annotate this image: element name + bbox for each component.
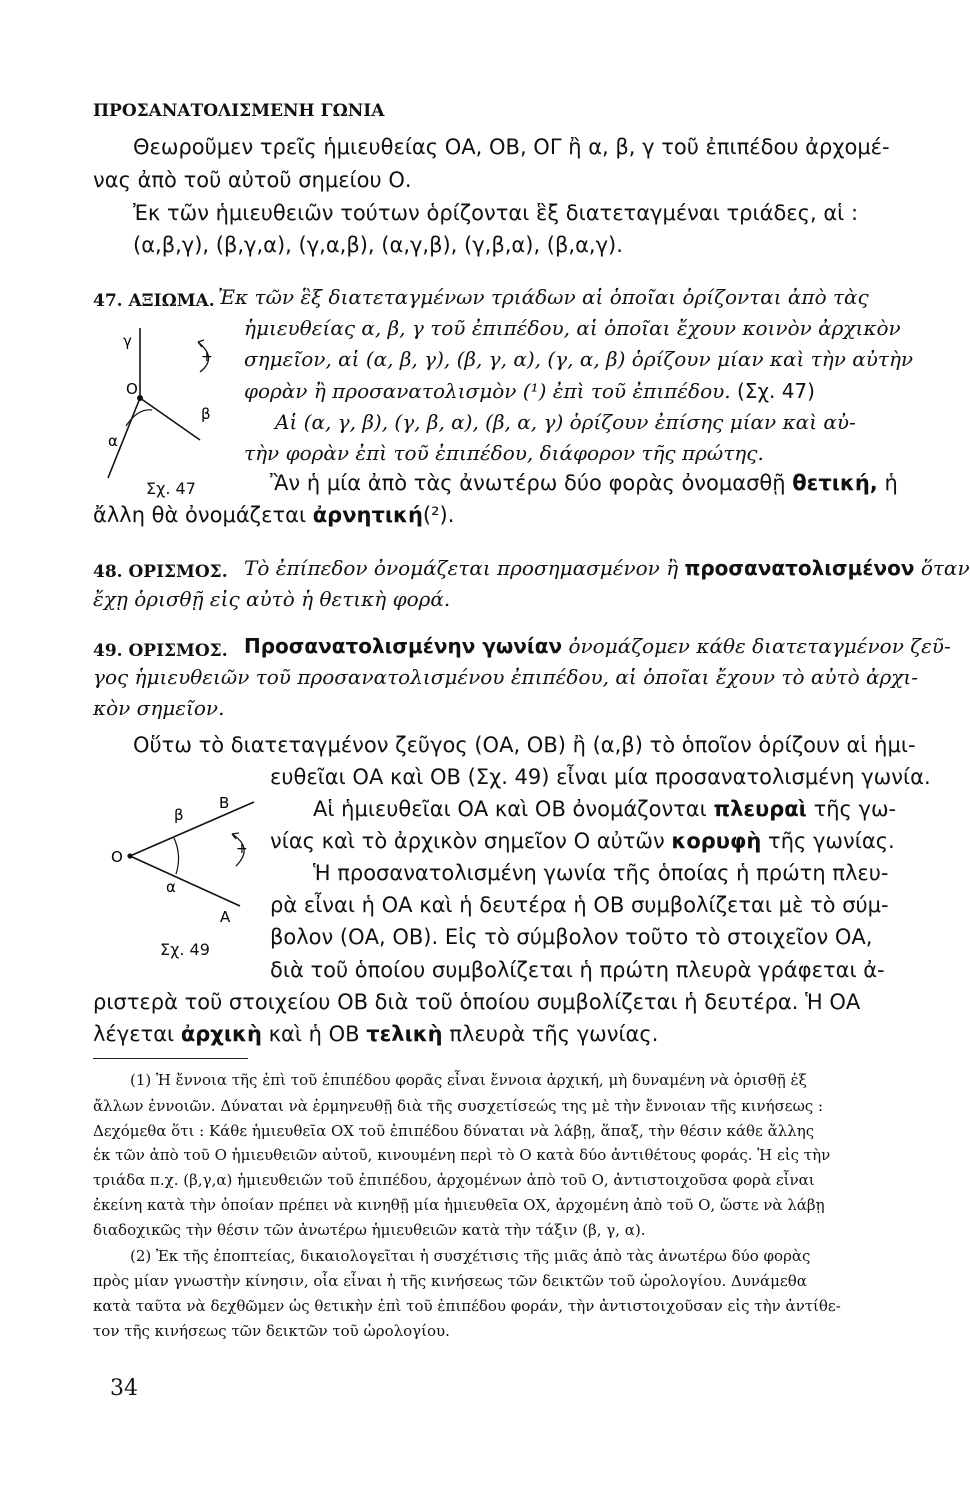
axiom-47-line-1: Ἐκ τῶν ἓξ διατεταγμένων τριάδων αἱ ὁποῖαι ὁρίζονται ἀπὸ τὰς — [218, 285, 869, 309]
body-line-3 — [313, 797, 896, 821]
axiom-47-line-3: σημεῖον, αἱ (α, β, γ), (β, γ, α), (γ, α, β) ὁρίζουν μίαν καὶ τὴν αὐτὴν — [244, 347, 914, 371]
body-line-8: διὰ τοῦ ὁποίου συμβολίζεται ἡ πρώτη πλευρὰ γράφεται ἀ- — [270, 958, 885, 982]
footnote-2-line-2: πρὸς μίαν γνωστὴν κίνησιν, οἷα εἶναι ἡ τῆς κινήσεως τῶν δεικτῶν τοῦ ὡρολογίου. Δυνάμεθα — [93, 1272, 807, 1290]
def-49-line-1 — [244, 634, 951, 658]
label-b-upper: B — [219, 794, 230, 812]
def-48-line-1-end: ὅταν — [920, 556, 970, 580]
axiom-47-figure-ref: (Σχ. 47) — [737, 379, 815, 403]
body-line-7: βολον (ΟΑ, ΟΒ). Εἰς τὸ σύμβολον τοῦτο τὸ στοιχεῖον ΟΑ, — [270, 925, 873, 949]
footnote-1-line-3: Δεχόμεθα ὅτι : Κάθε ἡμιευθεῖα ΟΧ τοῦ ἐπιπέδου δύναται νὰ λάβῃ, ἅπαξ, τὴν θέσιν κάθε ἄλλης — [93, 1122, 815, 1140]
footnote-1-line-1: (1) Ἡ ἔννοια τῆς ἐπὶ τοῦ ἐπιπέδου φορᾶς εἶναι ἔννοια ἀρχική, μὴ δυναμένη νὰ ὁρισθῇ ἐξ — [130, 1071, 807, 1089]
label-alpha: α — [108, 432, 118, 450]
def-48-line-1 — [244, 556, 970, 580]
angle-arc — [174, 838, 179, 874]
footnote-2-line-1: (2) Ἐκ τῆς ἐποπτείας, δικαιολογεῖται ἡ συσχέτισις τῆς μιᾶς ἀπὸ τὰς ἀνωτέρω δύο φορὰς — [130, 1247, 811, 1265]
body-line-9: ριστερὰ τοῦ στοιχείου ΟΒ διὰ τοῦ ὁποίου συμβολίζεται ἡ δευτέρα. Ἡ ΟΑ — [93, 990, 861, 1014]
intro-line-1: Θεωροῦμεν τρεῖς ἡμιευθείας ΟΑ, ΟΒ, ΟΓ ἢ α, β, γ τοῦ ἐπιπέδου ἀρχομέ- — [133, 135, 890, 159]
body-line-6: ρὰ εἶναι ἡ ΟΑ καὶ ἡ δευτέρα ἡ ΟΒ συμβολίζεται μὲ τὸ σύμ- — [270, 893, 889, 917]
footnote-1-line-5: τριάδα π.χ. (β,γ,α) ἡμιευθειῶν τοῦ ἐπιπέδου, ἀρχομένων ἀπὸ τοῦ Ο, ἀντιστοιχοῦσα φορὰ εἶναι — [93, 1171, 815, 1189]
axiom-47-line-6: τὴν φορὰν ἐπὶ τοῦ ἐπιπέδου, διάφορον τῆς πρώτης. — [244, 441, 764, 465]
term-sides: πλευραὶ — [713, 797, 807, 821]
plus-sign: + — [236, 841, 248, 857]
footnote-2-line-3: κατὰ ταῦτα νὰ δεχθῶμεν ὡς θετικὴν ἐπὶ τοῦ ἐπιπέδου φοράν, τὴν ἀντιστοιχοῦσαν εἰς τὴν ἀντίθε- — [93, 1297, 841, 1315]
page-number: 34 — [110, 1376, 138, 1401]
label-alpha: α — [166, 878, 176, 896]
def-49-line-3: κὸν σημεῖον. — [93, 696, 225, 720]
term-terminal: τελικὴ — [366, 1022, 443, 1046]
def-49-line-2: γος ἡμιευθειῶν τοῦ προσανατολισμένου ἐπιπέδου, αἱ ὁποῖαι ἔχουν τὸ αὐτὸ ἀρχι- — [93, 665, 918, 689]
label-o: O — [111, 848, 123, 866]
section-heading: ΠΡΟΣΑΝΑΤΟΛΙΣΜΕΝΗ ΓΩΝΙΑ — [93, 101, 385, 121]
body-line-3-end: τῆς γω- — [813, 797, 897, 821]
label-gamma: γ — [123, 332, 132, 350]
body-line-10-end: πλευρὰ τῆς γωνίας. — [449, 1022, 659, 1046]
axiom-47-line-2: ἡμιευθείας α, β, γ τοῦ ἐπιπέδου, αἱ ὁποῖαι ἔχουν κοινὸν ἀρχικὸν — [244, 316, 901, 340]
intro-line-4: (α,β,γ), (β,γ,α), (γ,α,β), (α,γ,β), (γ,β,α), (β,α,γ). — [133, 233, 623, 257]
axiom-47-line-5: Αἱ (α, γ, β), (γ, β, α), (β, α, γ) ὁρίζουν ἐπίσης μίαν καὶ αὐ- — [275, 410, 856, 434]
plus-sign: + — [201, 349, 213, 365]
axiom-47-footnote-ref-2: (²). — [422, 503, 455, 527]
ray-beta — [140, 398, 200, 440]
term-positive: θετική, — [792, 471, 878, 495]
term-vertex: κορυφὴ — [671, 829, 762, 853]
def-49-line-1-text: ὀνομάζομεν κάθε διατεταγμένον ζεῦ- — [568, 634, 951, 658]
body-line-10-text: λέγεται — [93, 1022, 175, 1046]
footnote-2-line-4: τον τῆς κινήσεως τῶν δεικτῶν τοῦ ὡρολογίου. — [93, 1322, 450, 1340]
intro-line-2: νας ἀπὸ τοῦ αὐτοῦ σημείου Ο. — [93, 168, 412, 192]
figure-49-caption: Σχ. 49 — [160, 940, 210, 959]
body-line-4 — [270, 829, 895, 853]
axiom-47-line-8-text: ἄλλη θὰ ὀνομάζεται — [93, 503, 307, 527]
def-48-line-2: ἔχῃ ὁρισθῇ εἰς αὐτὸ ἡ θετικὴ φορά. — [93, 587, 451, 611]
def-48-number: 48. ΟΡΙΣΜΟΣ. — [93, 562, 228, 582]
figure-47-caption: Σχ. 47 — [146, 479, 196, 498]
body-line-4-text: νίας καὶ τὸ ἀρχικὸν σημεῖον Ο αὐτῶν — [270, 829, 665, 853]
body-line-10-mid: καὶ ἡ ΟΒ — [268, 1022, 360, 1046]
label-beta: β — [174, 806, 184, 824]
axiom-47-line-4-text: φορὰν ἢ προσανατολισμὸν — [244, 379, 517, 403]
axiom-47-line-7-text: Ἂν ἡ μία ἀπὸ τὰς ἀνωτέρω δύο φορὰς ὀνομασθῇ — [270, 471, 786, 495]
axiom-47-footnote-ref-text: (¹) ἐπὶ τοῦ ἐπιπέδου. — [522, 379, 731, 403]
term-oriented-angle: Προσανατολισμένην γωνίαν — [244, 634, 563, 658]
vertex-o — [127, 853, 132, 858]
body-line-10 — [93, 1022, 658, 1046]
label-a-upper: A — [220, 908, 231, 926]
axiom-47-line-7-end: ἡ — [884, 471, 898, 495]
footnote-1-line-6: ἐκείνη κατὰ τὴν ὁποίαν πρέπει νὰ κινηθῇ μία ἡμιευθεῖα ΟΧ, ἀρχομένη ἀπὸ τοῦ Ο, ὥστε νὰ λάβῃ — [93, 1196, 825, 1214]
body-line-2: ευθεῖαι ΟΑ καὶ ΟΒ (Σχ. 49) εἶναι μία προσανατολισμένη γωνία. — [270, 765, 931, 789]
footnote-divider — [93, 1058, 248, 1059]
axiom-47-line-7 — [270, 471, 898, 495]
term-negative: ἀρνητική — [312, 503, 423, 527]
body-line-3-text: Αἱ ἡμιευθεῖαι ΟΑ καὶ ΟΒ ὀνομάζονται — [313, 797, 707, 821]
footnote-1-line-4: ἐκ τῶν ἀπὸ τοῦ Ο ἡμιευθειῶν αὐτοῦ, κινουμένη περὶ τὸ Ο κατὰ δύο ἀντιθέτους φοράς. Ἡ εἰς τὴν — [93, 1146, 831, 1164]
axiom-47-line-4 — [244, 379, 815, 403]
label-beta: β — [201, 405, 211, 423]
def-49-number: 49. ΟΡΙΣΜΟΣ. — [93, 641, 228, 661]
body-line-4-end: τῆς γωνίας. — [768, 829, 895, 853]
def-48-line-1-text: Τὸ ἐπίπεδον ὀνομάζεται προσημασμένον ἢ — [244, 556, 679, 580]
axiom-47-number: 47. ΑΞΙΩΜΑ. — [93, 291, 215, 311]
intro-line-3: Ἐκ τῶν ἡμιευθειῶν τούτων ὁρίζονται ἓξ διατεταγμέναι τριάδες, αἱ : — [133, 201, 859, 225]
footnote-1-line-2: ἄλλων ἐννοιῶν. Δύναται νὰ ἑρμηνευθῇ διὰ τῆς συσχετίσεώς της μὲ τὴν ἔννοιαν τῆς κινήσεως : — [93, 1097, 824, 1115]
body-line-5: Ἡ προσανατολισμένη γωνία τῆς ὁποίας ἡ πρώτη πλευ- — [313, 861, 889, 885]
footnote-1-line-7: διαδοχικῶς τὴν θέσιν τῶν ἀνωτέρω ἡμιευθειῶν κατὰ τὴν τάξιν (β, γ, α). — [93, 1221, 646, 1239]
vertex-o — [137, 395, 143, 401]
term-oriented: προσανατολισμένον — [684, 556, 915, 580]
ray-oa — [130, 856, 240, 906]
body-line-1: Οὕτω τὸ διατεταγμένον ζεῦγος (ΟΑ, ΟΒ) ἢ (α,β) τὸ ὁποῖον ὁρίζουν αἱ ἡμι- — [133, 733, 916, 757]
figure-49 — [108, 788, 268, 938]
label-o: O — [126, 380, 138, 398]
term-initial: ἀρχικὴ — [180, 1022, 262, 1046]
